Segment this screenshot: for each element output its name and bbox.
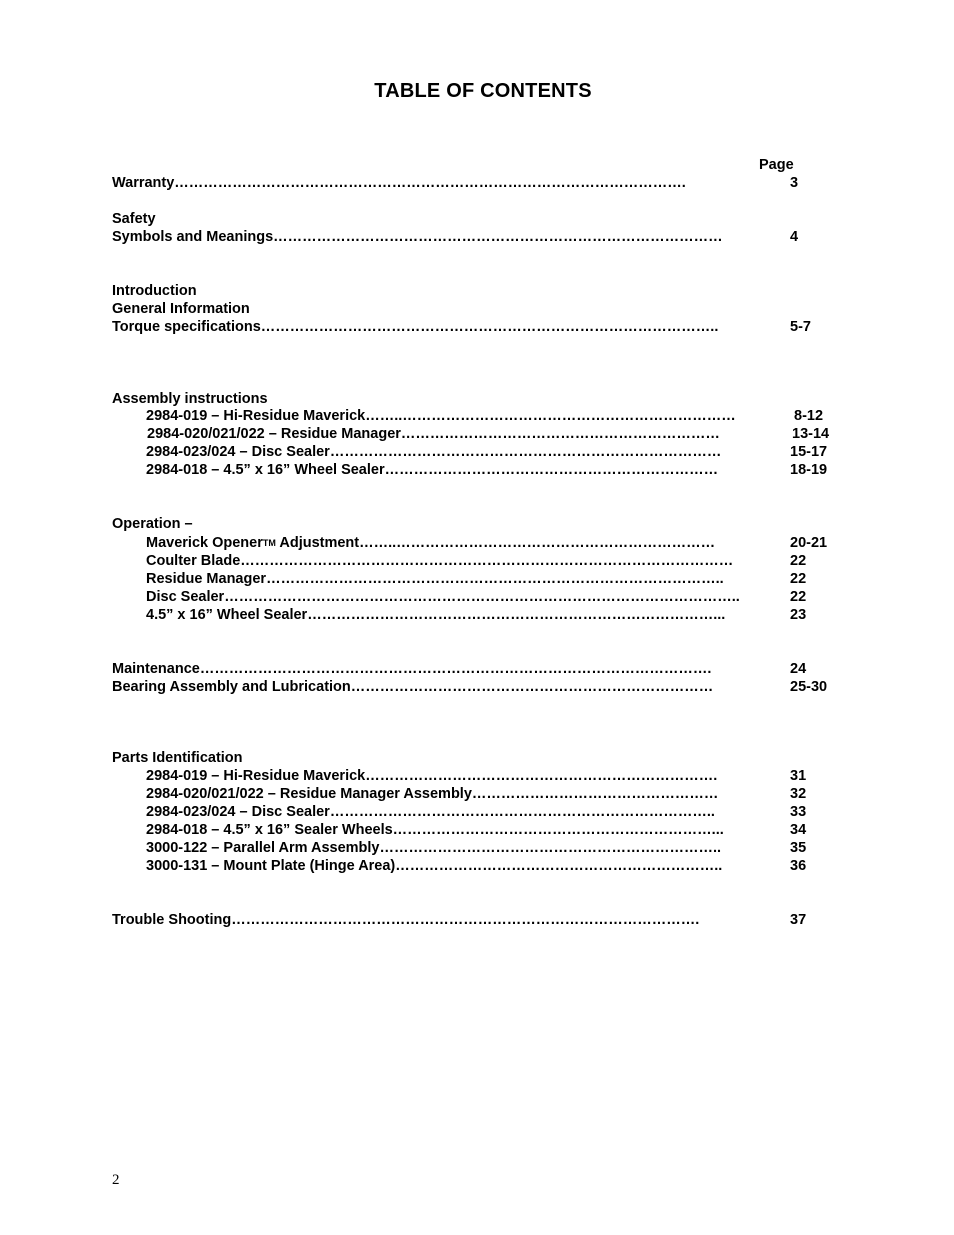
- toc-page-parts-2: 32: [790, 786, 807, 802]
- toc-page-operation-5: 23: [790, 607, 807, 623]
- toc-page-operation-4: 22: [790, 589, 807, 605]
- page-title: TABLE OF CONTENTS: [374, 80, 592, 102]
- toc-page-parts-4: 34: [790, 822, 807, 838]
- toc-entry-parts-5: 3000-122 – Parallel Arm Assembly……………………………………………………………..: [146, 840, 722, 856]
- toc-page-parts-1: 31: [790, 768, 807, 784]
- toc-page-assembly-3: 15-17: [790, 444, 828, 460]
- toc-entry-trouble-shooting: Trouble Shooting…………………………………………………………………………………….: [112, 912, 700, 928]
- toc-entry-assembly-1: 2984-019 – Hi-Residue Maverick……..……………………………………………………………: [146, 408, 736, 424]
- toc-entry-parts-1: 2984-019 – Hi-Residue Maverick……………………………………………………………….: [146, 768, 718, 784]
- toc-heading-assembly: Assembly instructions: [112, 391, 268, 407]
- toc-page-assembly-2: 13-14: [792, 426, 830, 442]
- toc-heading-general-information: General Information: [112, 301, 250, 317]
- page-column-header: Page: [759, 157, 794, 173]
- operation-1-text-pre: Maverick Opener: [146, 535, 263, 551]
- toc-entry-parts-3: 2984-023/024 – Disc Sealer……………………………………………………………………..: [146, 804, 715, 820]
- toc-page-operation-3: 22: [790, 571, 807, 587]
- toc-entry-warranty: Warranty…………………………………………………………………………………………….: [112, 175, 686, 191]
- toc-entry-assembly-4: 2984-018 – 4.5” x 16” Wheel Sealer……………………………………………………………: [146, 462, 719, 478]
- toc-entry-maintenance: Maintenance…………………………………………………………………………………………….: [112, 661, 712, 677]
- toc-page-parts-3: 33: [790, 804, 807, 820]
- toc-page-operation-1: 20-21: [790, 535, 828, 551]
- toc-entry-symbols: Symbols and Meanings…………………………………………………………………………………: [112, 229, 723, 245]
- toc-entry-operation-1: [146, 534, 715, 552]
- toc-entry-torque: Torque specifications…………………………………………………………………………………..: [112, 319, 719, 335]
- toc-entry-operation-2: Coulter Blade…………………………………………………………………………………………: [146, 553, 734, 569]
- operation-1-text-post: Adjustment……..…………………………………………………………: [275, 535, 716, 551]
- toc-page-torque: 5-7: [790, 319, 811, 335]
- toc-entry-parts-4: 2984-018 – 4.5” x 16” Sealer Wheels…………………………………………………………...: [146, 822, 724, 838]
- toc-entry-bearing: Bearing Assembly and Lubrication…………………………………………………………………: [112, 679, 714, 695]
- toc-page-assembly-4: 18-19: [790, 462, 828, 478]
- toc-page-maintenance: 24: [790, 661, 807, 677]
- toc-page-parts-5: 35: [790, 840, 807, 856]
- toc-entry-assembly-2: 2984-020/021/022 – Residue Manager…………………………………………………………: [147, 426, 720, 442]
- toc-entry-operation-3: Residue Manager…………………………………………………………………………………..: [146, 571, 724, 587]
- footer-page-number: 2: [112, 1172, 120, 1188]
- toc-page-bearing: 25-30: [790, 679, 828, 695]
- toc-heading-parts: Parts Identification: [112, 750, 243, 766]
- toc-heading-safety: Safety: [112, 211, 156, 227]
- toc-page-parts-6: 36: [790, 858, 807, 874]
- toc-heading-operation: Operation –: [112, 516, 193, 532]
- toc-entry-operation-5: 4.5” x 16” Wheel Sealer…………………………………………………………………………...: [146, 607, 726, 623]
- toc-heading-introduction: Introduction: [112, 283, 197, 299]
- toc-page-warranty: 3: [790, 175, 799, 191]
- toc-entry-assembly-3: 2984-023/024 – Disc Sealer………………………………………………………………………: [146, 444, 722, 460]
- toc-page-assembly-1: 8-12: [794, 408, 824, 424]
- toc-entry-operation-4: Disc Sealer……………………………………………………………………………………………..: [146, 589, 740, 605]
- toc-page-symbols: 4: [790, 229, 799, 245]
- trademark-mark: TM: [262, 538, 276, 548]
- toc-entry-parts-2: 2984-020/021/022 – Residue Manager Assembly……………………………………………: [146, 786, 719, 802]
- toc-entry-parts-6: 3000-131 – Mount Plate (Hinge Area)…………………………………………………………..: [146, 858, 723, 874]
- toc-page-operation-2: 22: [790, 553, 807, 569]
- toc-page-trouble-shooting: 37: [790, 912, 807, 928]
